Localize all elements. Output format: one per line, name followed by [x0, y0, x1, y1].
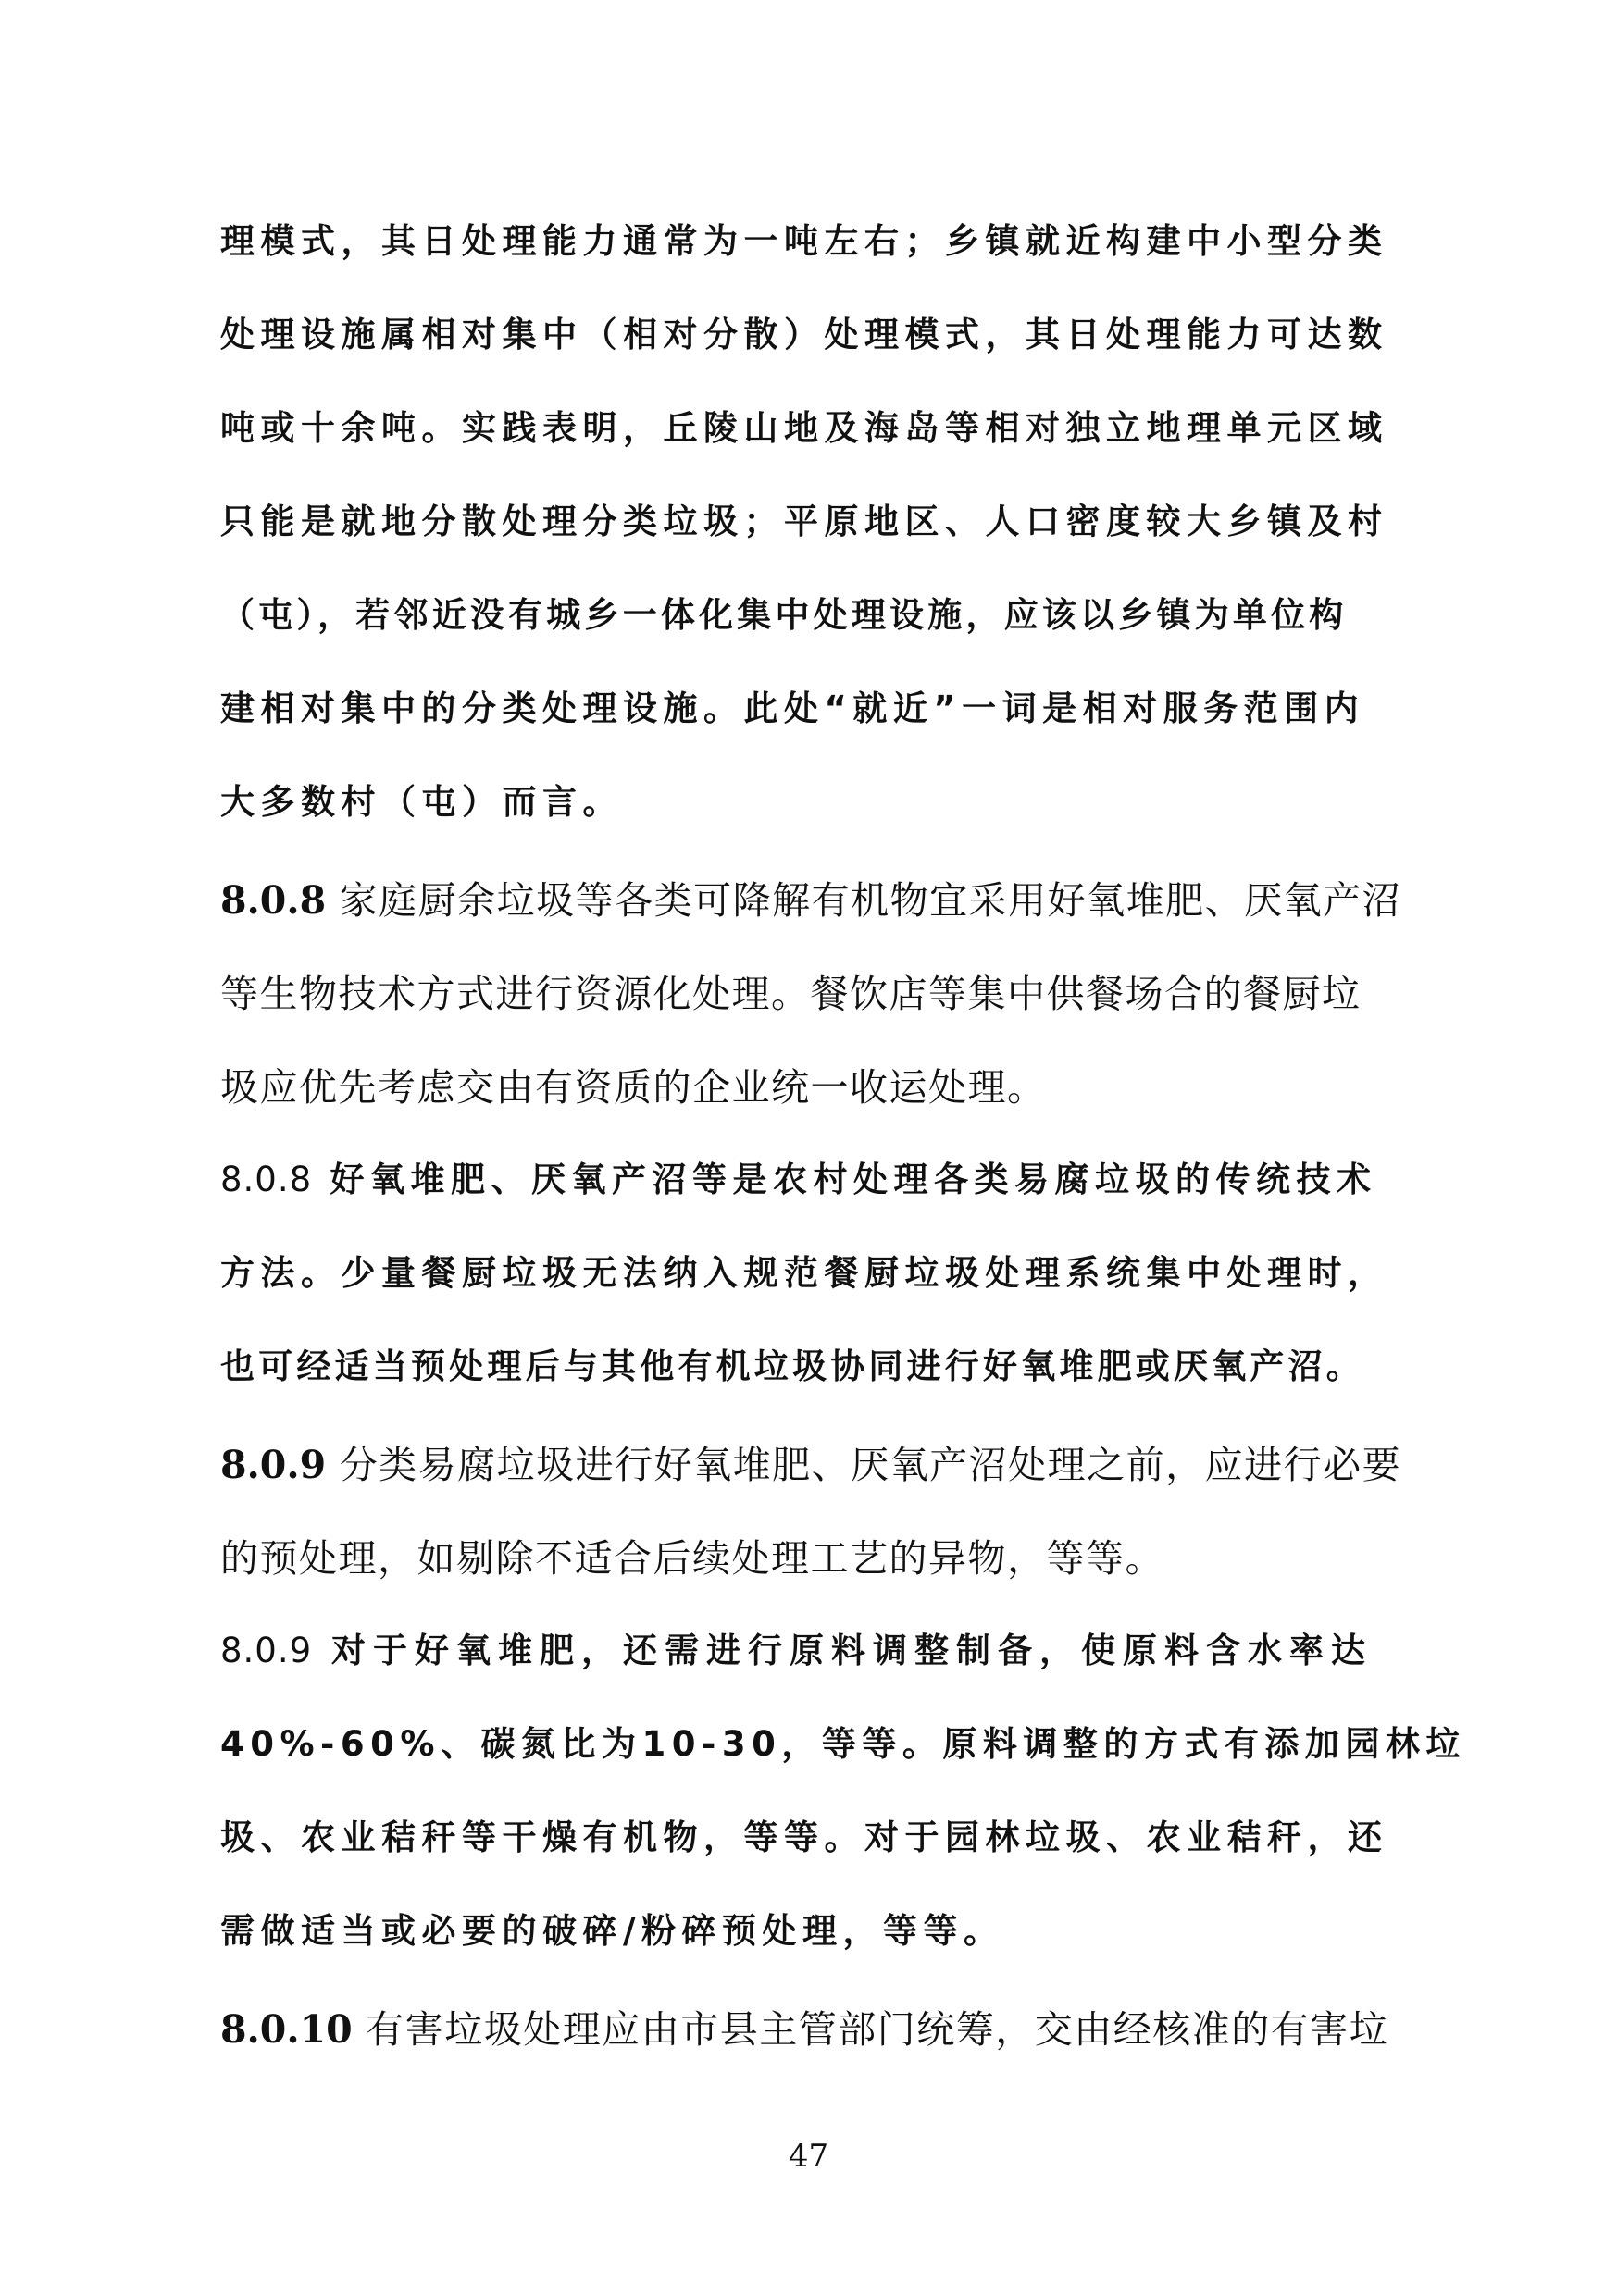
text-line: [220, 680, 1400, 773]
line-text: 好氧堆肥、厌氧产沼等是农村处理各类易腐垃圾的传统技术: [330, 1160, 1377, 1199]
line-text: 家庭厨余垃圾等各类可降解有机物宜采用好氧堆肥、厌氧产沼: [339, 878, 1402, 923]
line-text: 圾、农业秸秆等干燥有机物，等等。对于园林垃圾、农业秸秆，还: [220, 1818, 1388, 1857]
clause-line: [220, 870, 1400, 962]
line-text: 处理设施属相对集中（相对分散）处理模式，其日处理能力可达数: [220, 315, 1388, 354]
text-line: [220, 963, 1400, 1056]
line-text: 理模式，其日处理能力通常为一吨左右；乡镇就近构建中小型分类: [220, 221, 1388, 261]
text-line: [220, 774, 1400, 866]
line-text: （屯），若邻近没有城乡一体化集中处理设施，应该以乡镇为单位构: [220, 595, 1348, 635]
text-line: [220, 213, 1400, 305]
clause-number: 8.0.8: [220, 878, 327, 923]
text-line: [220, 493, 1400, 586]
line-text: 有害垃圾处理应由市县主管部门统筹，交由经核准的有害垃: [366, 2007, 1389, 2052]
text-line: [220, 1245, 1400, 1337]
text-line: [220, 1338, 1400, 1431]
line-text: 需做适当或必要的破碎/粉碎预处理，等等。: [220, 1911, 1004, 1951]
line-text: 只能是就地分散处理分类垃圾；平原地区、人口密度较大乡镇及村: [220, 502, 1388, 541]
clause-number: 8.0.8: [220, 1160, 313, 1199]
line-text: 也可经适当预处理后与其他有机垃圾协同进行好氧堆肥或厌氧产沼。: [220, 1347, 1364, 1386]
text-line: [220, 306, 1400, 399]
text-line: [220, 1057, 1400, 1149]
explain-line: [220, 1151, 1400, 1244]
text-line: [220, 1716, 1466, 1808]
line-text: 40%-60%、碳氮比为10-30，等等。原料调整的方式有添加园林垃: [220, 1724, 1466, 1764]
clause-line: [220, 1999, 1400, 2091]
text-line: [220, 1903, 1400, 1995]
text-line: [220, 1809, 1400, 1902]
line-text: 分类易腐垃圾进行好氧堆肥、厌氧产沼处理之前，应进行必要: [339, 1443, 1402, 1487]
line-text: 对于好氧堆肥，还需进行原料调整制备，使原料含水率达: [331, 1631, 1374, 1670]
explain-line: [220, 1622, 1400, 1715]
line-text: 等生物技术方式进行资源化处理。餐饮店等集中供餐场合的餐厨垃: [220, 972, 1362, 1016]
line-text: 方法。少量餐厨垃圾无法纳入规范餐厨垃圾处理系统集中处理时，: [220, 1253, 1388, 1293]
line-text: 圾应优先考虑交由有资质的企业统一收运处理。: [220, 1065, 1047, 1110]
clause-number: 8.0.9: [220, 1443, 327, 1487]
line-text: 的预处理，如剔除不适合后续处理工艺的异物，等等。: [220, 1536, 1164, 1581]
page-number: 47: [788, 2138, 829, 2175]
text-line: [220, 587, 1400, 679]
line-text: 吨或十余吨。实践表明，丘陵山地及海岛等相对独立地理单元区域: [220, 408, 1388, 448]
clause-number: 8.0.10: [220, 2007, 353, 2052]
clause-number: 8.0.9: [220, 1631, 313, 1670]
line-text: 建相对集中的分类处理设施。此处“就近”一词是相对服务范围内: [220, 689, 1365, 728]
line-text: 大多数村（屯）而言。: [220, 782, 623, 822]
clause-line: [220, 1434, 1400, 1527]
text-line: [220, 1528, 1400, 1620]
text-line: [220, 400, 1400, 492]
